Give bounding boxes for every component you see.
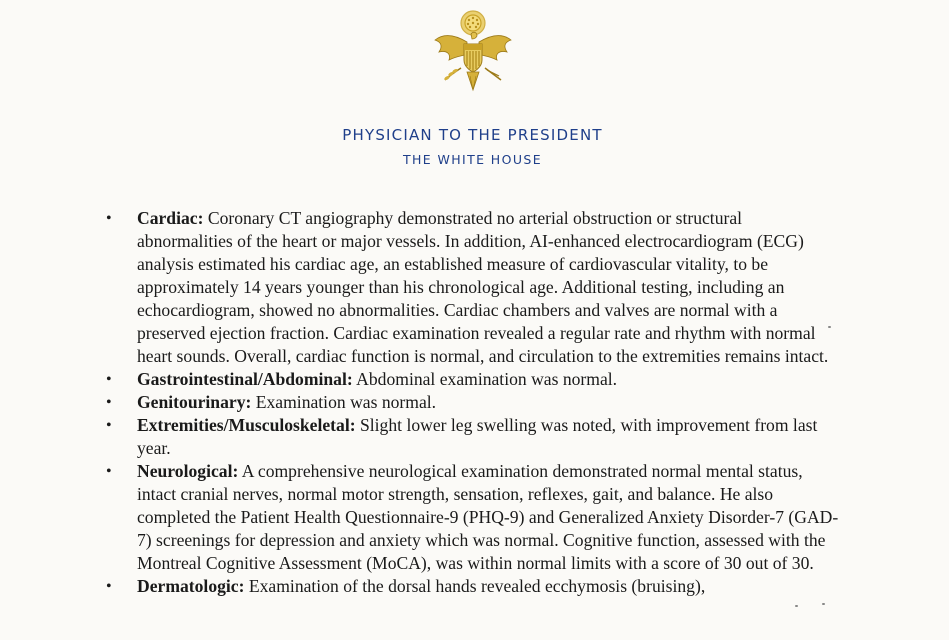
finding-label: Extremities/Musculoskeletal: <box>137 415 356 435</box>
finding-extremities <box>0 414 949 460</box>
finding-text: A comprehensive neurological examination demonstrated normal mental status, intact cranial nerves, normal motor strength, sensation, reflexes, gait, and balance. He also completed the Patient Health Questionnaire-9 (PHQ-9) and Generalized Anxiety Disorder-7 (GAD-7) screenings for depression and anxiety which was normal. Cognitive function, assessed with the Montreal Cognitive Assessment (MoCA), was within normal limits with a score of 30 out of 30. <box>137 461 839 573</box>
finding-genitourinary <box>0 391 949 414</box>
finding-label: Dermatologic: <box>137 576 245 596</box>
finding-gastrointestinal <box>0 368 949 391</box>
finding-label: Neurological: <box>137 461 239 481</box>
bullet-icon: • <box>106 578 112 595</box>
presidential-eagle-seal-icon <box>427 6 519 100</box>
scan-speck <box>828 326 831 328</box>
bullet-icon: • <box>106 394 112 411</box>
finding-label: Cardiac: <box>137 208 204 228</box>
findings-list <box>0 207 949 598</box>
letterhead <box>0 0 949 180</box>
finding-label: Genitourinary: <box>137 392 252 412</box>
bullet-icon: • <box>106 463 112 480</box>
finding-text: Examination of the dorsal hands revealed ecchymosis (bruising), <box>248 576 706 596</box>
office-subtitle: THE WHITE HOUSE <box>402 152 543 167</box>
bullet-icon: • <box>106 210 112 227</box>
finding-cardiac <box>0 207 949 368</box>
finding-dermatologic <box>0 575 949 598</box>
bullet-icon: • <box>106 417 112 434</box>
bullet-icon: • <box>106 371 112 388</box>
office-title: PHYSICIAN TO THE PRESIDENT <box>342 126 603 144</box>
finding-neurological <box>0 460 949 575</box>
finding-label: Gastrointestinal/Abdominal: <box>137 369 353 389</box>
finding-text: Coronary CT angiography demonstrated no arterial obstruction or structural abnormalities of the heart or major vessels. In addition, AI-enhanced electrocardiogram (ECG) analysis estimated his cardiac age, an established measure of cardiovascular vitality, to be approximately 14 years younger than his chronological age. Additional testing, including an echocardiogram, showed no abnormalities. Cardiac chambers and valves are normal with a preserved ejection fraction. Cardiac examination revealed a regular rate and rhythm with normal heart sounds. Overall, cardiac function is normal, and circulation to the extremities remains intact. <box>137 208 829 366</box>
scan-speck <box>795 605 798 607</box>
finding-text: Abdominal examination was normal. <box>356 369 618 389</box>
finding-text: Examination was normal. <box>255 392 437 412</box>
finding-text: Slight lower leg swelling was noted, with improvement from last year. <box>137 415 818 458</box>
scan-speck <box>822 603 825 605</box>
